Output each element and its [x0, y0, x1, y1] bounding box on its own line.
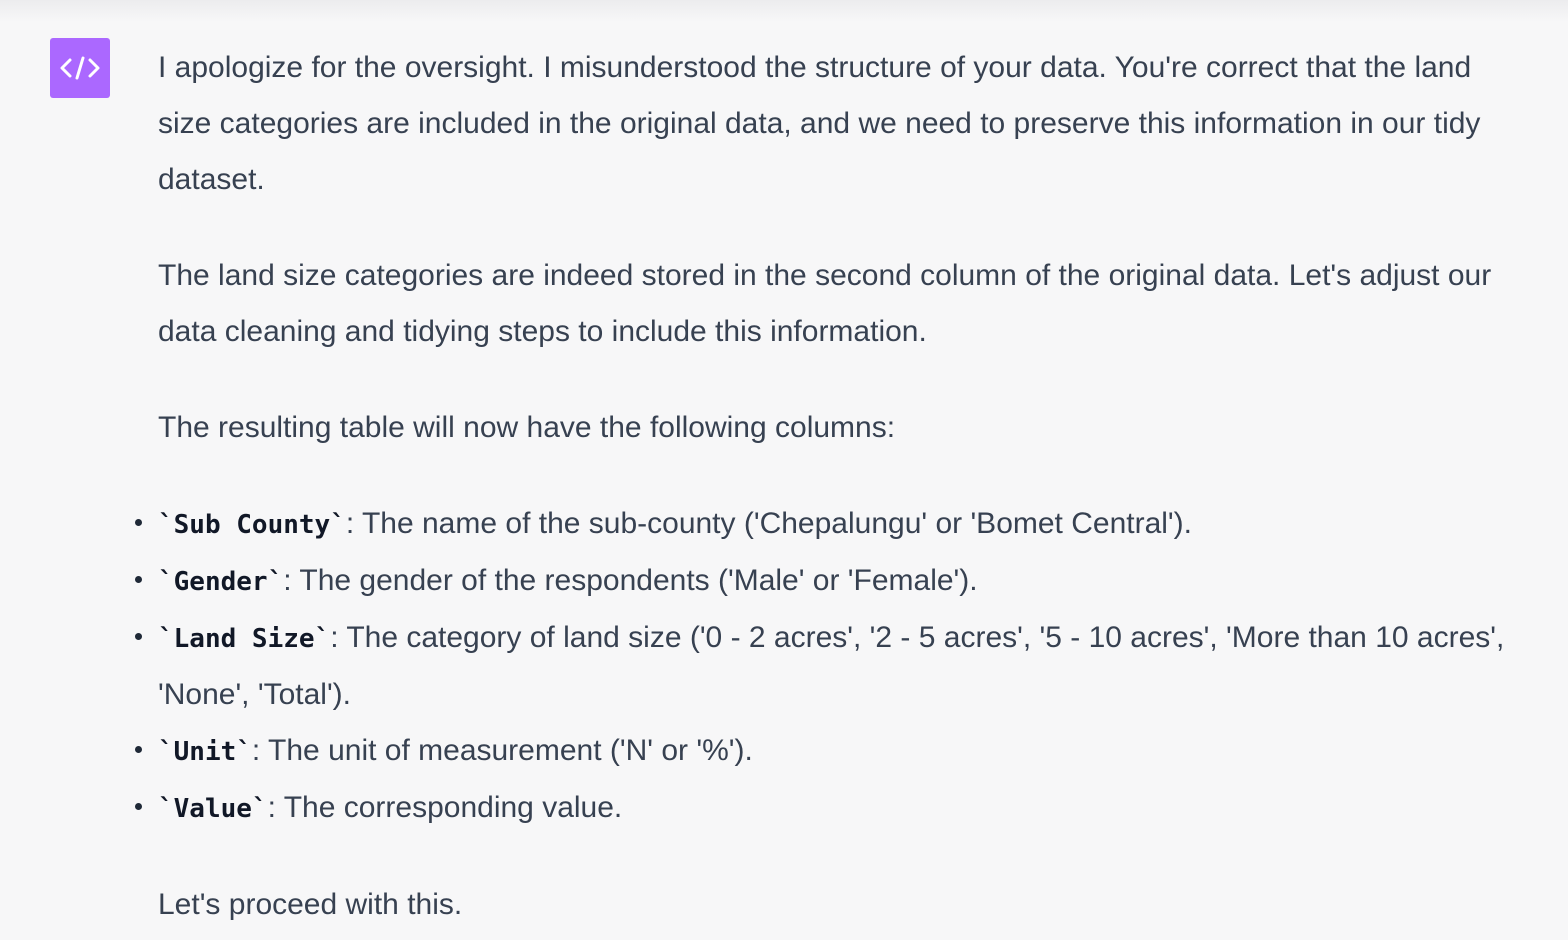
assistant-message — [158, 40, 1528, 940]
column-name-code: `Value` — [158, 794, 268, 824]
column-name-code: `Sub County` — [158, 510, 346, 540]
message-paragraph: The resulting table will now have the following columns: — [158, 411, 896, 444]
column-description: : The corresponding value. — [267, 791, 623, 824]
column-name-code: `Unit` — [158, 737, 252, 767]
list-item — [146, 496, 1528, 553]
message-paragraph: The land size categories are indeed stored in the second column of the original data. Let's adjust our data cleaning and tidying steps to include this information. — [158, 259, 1492, 348]
list-item — [146, 553, 1528, 610]
list-item — [146, 723, 1528, 780]
top-gradient — [0, 0, 1568, 22]
column-description: : The name of the sub-county ('Chepalungu' or 'Bomet Central'). — [345, 507, 1192, 540]
list-item — [146, 780, 1528, 837]
message-paragraph: I apologize for the oversight. I misunderstood the structure of your data. You're correct that the land size categories are included in the original data, and we need to preserve this information in our tidy dataset. — [158, 51, 1481, 196]
assistant-avatar — [50, 38, 110, 98]
closing-paragraph: Let's proceed with this. — [158, 888, 463, 921]
column-name-code: `Gender` — [158, 567, 284, 597]
column-description: : The gender of the respondents ('Male' or 'Female'). — [283, 564, 978, 597]
column-description: : The unit of measurement ('N' or '%'). — [251, 734, 753, 767]
code-brackets-icon — [58, 53, 102, 83]
column-description: : The category of land size ('0 - 2 acres', '2 - 5 acres', '5 - 10 acres', 'More than 10 acres', 'None', 'Total'). — [158, 621, 1505, 711]
column-name-code: `Land Size` — [158, 624, 331, 654]
list-item — [146, 610, 1528, 723]
columns-list — [146, 496, 1528, 837]
